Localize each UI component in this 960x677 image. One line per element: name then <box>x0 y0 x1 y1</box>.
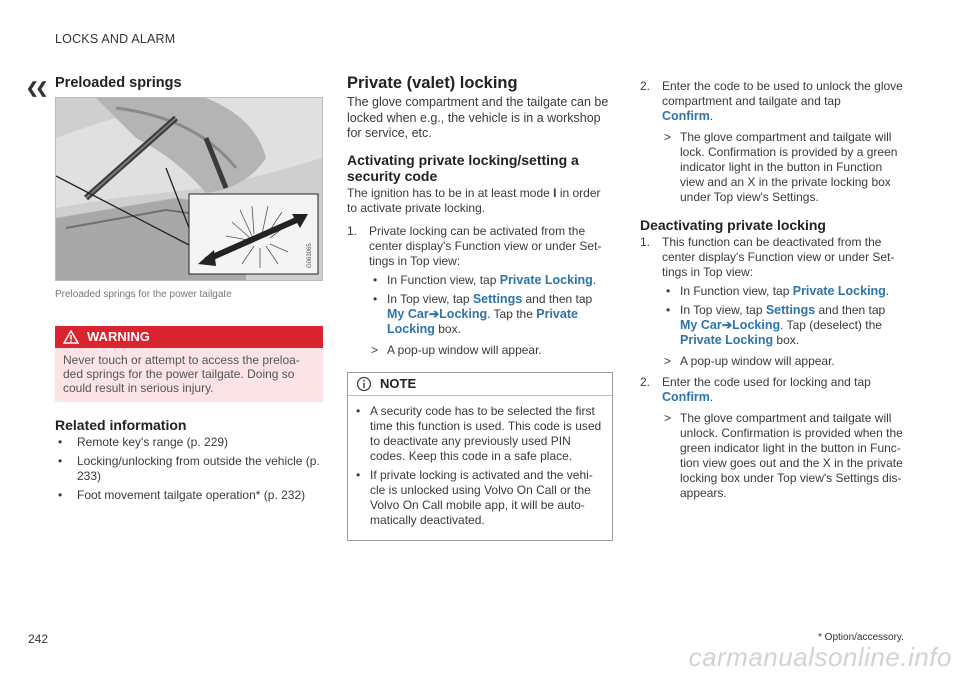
confirm-ui-label: Confirm <box>662 390 710 404</box>
warning-header <box>55 326 323 348</box>
column-preloaded-springs <box>55 76 323 507</box>
activating-heading: Activating private locking/setting a security code <box>347 151 579 184</box>
sub-bullet: • In Top view, tap Settings and then tap My Car➔Locking. Tap (deselect) the Private Locking box. <box>662 303 906 348</box>
warning-triangle-icon <box>63 330 79 344</box>
step-result: > The glove compartment and tailgate will lock. Confirmation is provided by a green indicator light in the button in Function view and an X in the private locking box under Top view's Settings. <box>664 130 898 204</box>
deactivate-steps <box>640 235 906 501</box>
arrow-right-icon: ➔ <box>428 306 440 321</box>
figure-code: G063065 <box>307 243 313 268</box>
related-link[interactable]: • Foot movement tailgate operation* (p. 232) <box>55 488 323 503</box>
related-link[interactable]: • Locking/unlocking from outside the vehicle (p. 233) <box>55 454 323 484</box>
note-label: NOTE <box>380 376 417 391</box>
sub-bullet: • In Top view, tap Settings and then tap My Car➔Locking. Tap the Private Locking box. <box>369 292 613 337</box>
activate-steps <box>347 224 613 358</box>
footnote: * Option/accessory. <box>818 632 904 643</box>
info-circle-icon <box>356 376 372 392</box>
step-result: > The glove compartment and tailgate will unlock. Confirmation is provided when the green indicator light in the button in Func-tion view goes out and the X in the private locking box under Top view's Settings dis-appears. <box>664 411 903 500</box>
arrow-right-icon: ➔ <box>721 318 733 332</box>
section-header: LOCKS AND ALARM <box>55 32 176 46</box>
section-title: Preloaded springs <box>55 75 182 91</box>
step-item: 2. Enter the code to be used to unlock the glove compartment and tailgate and tap Confirm. > The glove compartment and tailgate will lock. Confirmation is provided by a green indicator light in the button in Function view and an X in the private locking box under Top view's Settings. <box>640 79 906 205</box>
column-steps-continued <box>640 79 906 507</box>
related-link[interactable]: • Remote key's range (p. 229) <box>55 435 323 450</box>
deactivating-heading: Deactivating private locking <box>640 217 826 233</box>
step-result: > A pop-up window will appear. <box>664 354 835 368</box>
warning-text: Never touch or attempt to access the preloa-ded springs for the power tailgate. Doing so could result in serious injury. <box>55 348 323 402</box>
related-list <box>55 435 323 503</box>
page-number: 242 <box>28 632 49 646</box>
step-item: 1. This function can be deactivated from the center display's Function view or under Set-tings in Top view: • In Function view, tap Private Locking. • In Top view, tap Settings and then tap My Car➔Locking. Tap (deselect) the Private Locking box. > A pop-up window will appear. <box>640 235 906 369</box>
note-item: • A security code has to be selected the first time this function is used. This code is used to deactivate any previously used PIN codes. Keep this code in a safe place. <box>352 404 604 464</box>
sub-bullet: • In Function view, tap Private Locking. <box>662 284 906 299</box>
step-item: 2. Enter the code used for locking and tap Confirm. > The glove compartment and tailgate will unlock. Confirmation is provided when the green indicator light in the button in Func-tion view goes out and the X in the private locking box under Top view's Settings dis-appears. <box>640 375 906 501</box>
related-title: Related information <box>55 417 187 433</box>
back-double-chevron-icon[interactable]: ❮❮ <box>26 80 46 97</box>
step-item: 1. Private locking can be activated from the center display's Function view or under Set-tings in Top view: • In Function view, tap Private Locking. • In Top view, tap Settings and then tap My Car➔Locking. Tap the Private Locking box. > A pop-up window will appear. <box>347 224 613 358</box>
sub-bullet: • In Function view, tap Private Locking. <box>369 273 613 288</box>
confirm-ui-label: Confirm <box>662 109 710 123</box>
warning-label: WARNING <box>87 329 150 344</box>
page-title: Private (valet) locking <box>347 74 518 92</box>
intro-text: The glove compartment and the tailgate can be locked when e.g., the vehicle is in a workshop for service, etc. <box>347 95 609 140</box>
private-locking-ui-label: Private Locking <box>499 272 593 287</box>
activate-steps-cont <box>640 79 906 205</box>
figure-caption: Preloaded springs for the power tailgate <box>55 289 232 300</box>
note-header <box>348 373 612 396</box>
ignition-text: The ignition has to be in at least mode I in order to activate private locking. <box>347 185 601 215</box>
tailgate-springs-figure <box>55 97 323 281</box>
watermark-logo: carmanualsonline.info <box>688 642 952 672</box>
tailgate-illustration <box>56 98 322 280</box>
note-box <box>347 372 613 541</box>
column-private-locking <box>347 76 613 541</box>
step-result: > A pop-up window will appear. <box>371 342 542 357</box>
note-item: • If private locking is activated and the vehi-cle is unlocked using Volvo On Call or the Volvo On Call mobile app, it will be auto-matically deactivated. <box>352 468 604 528</box>
